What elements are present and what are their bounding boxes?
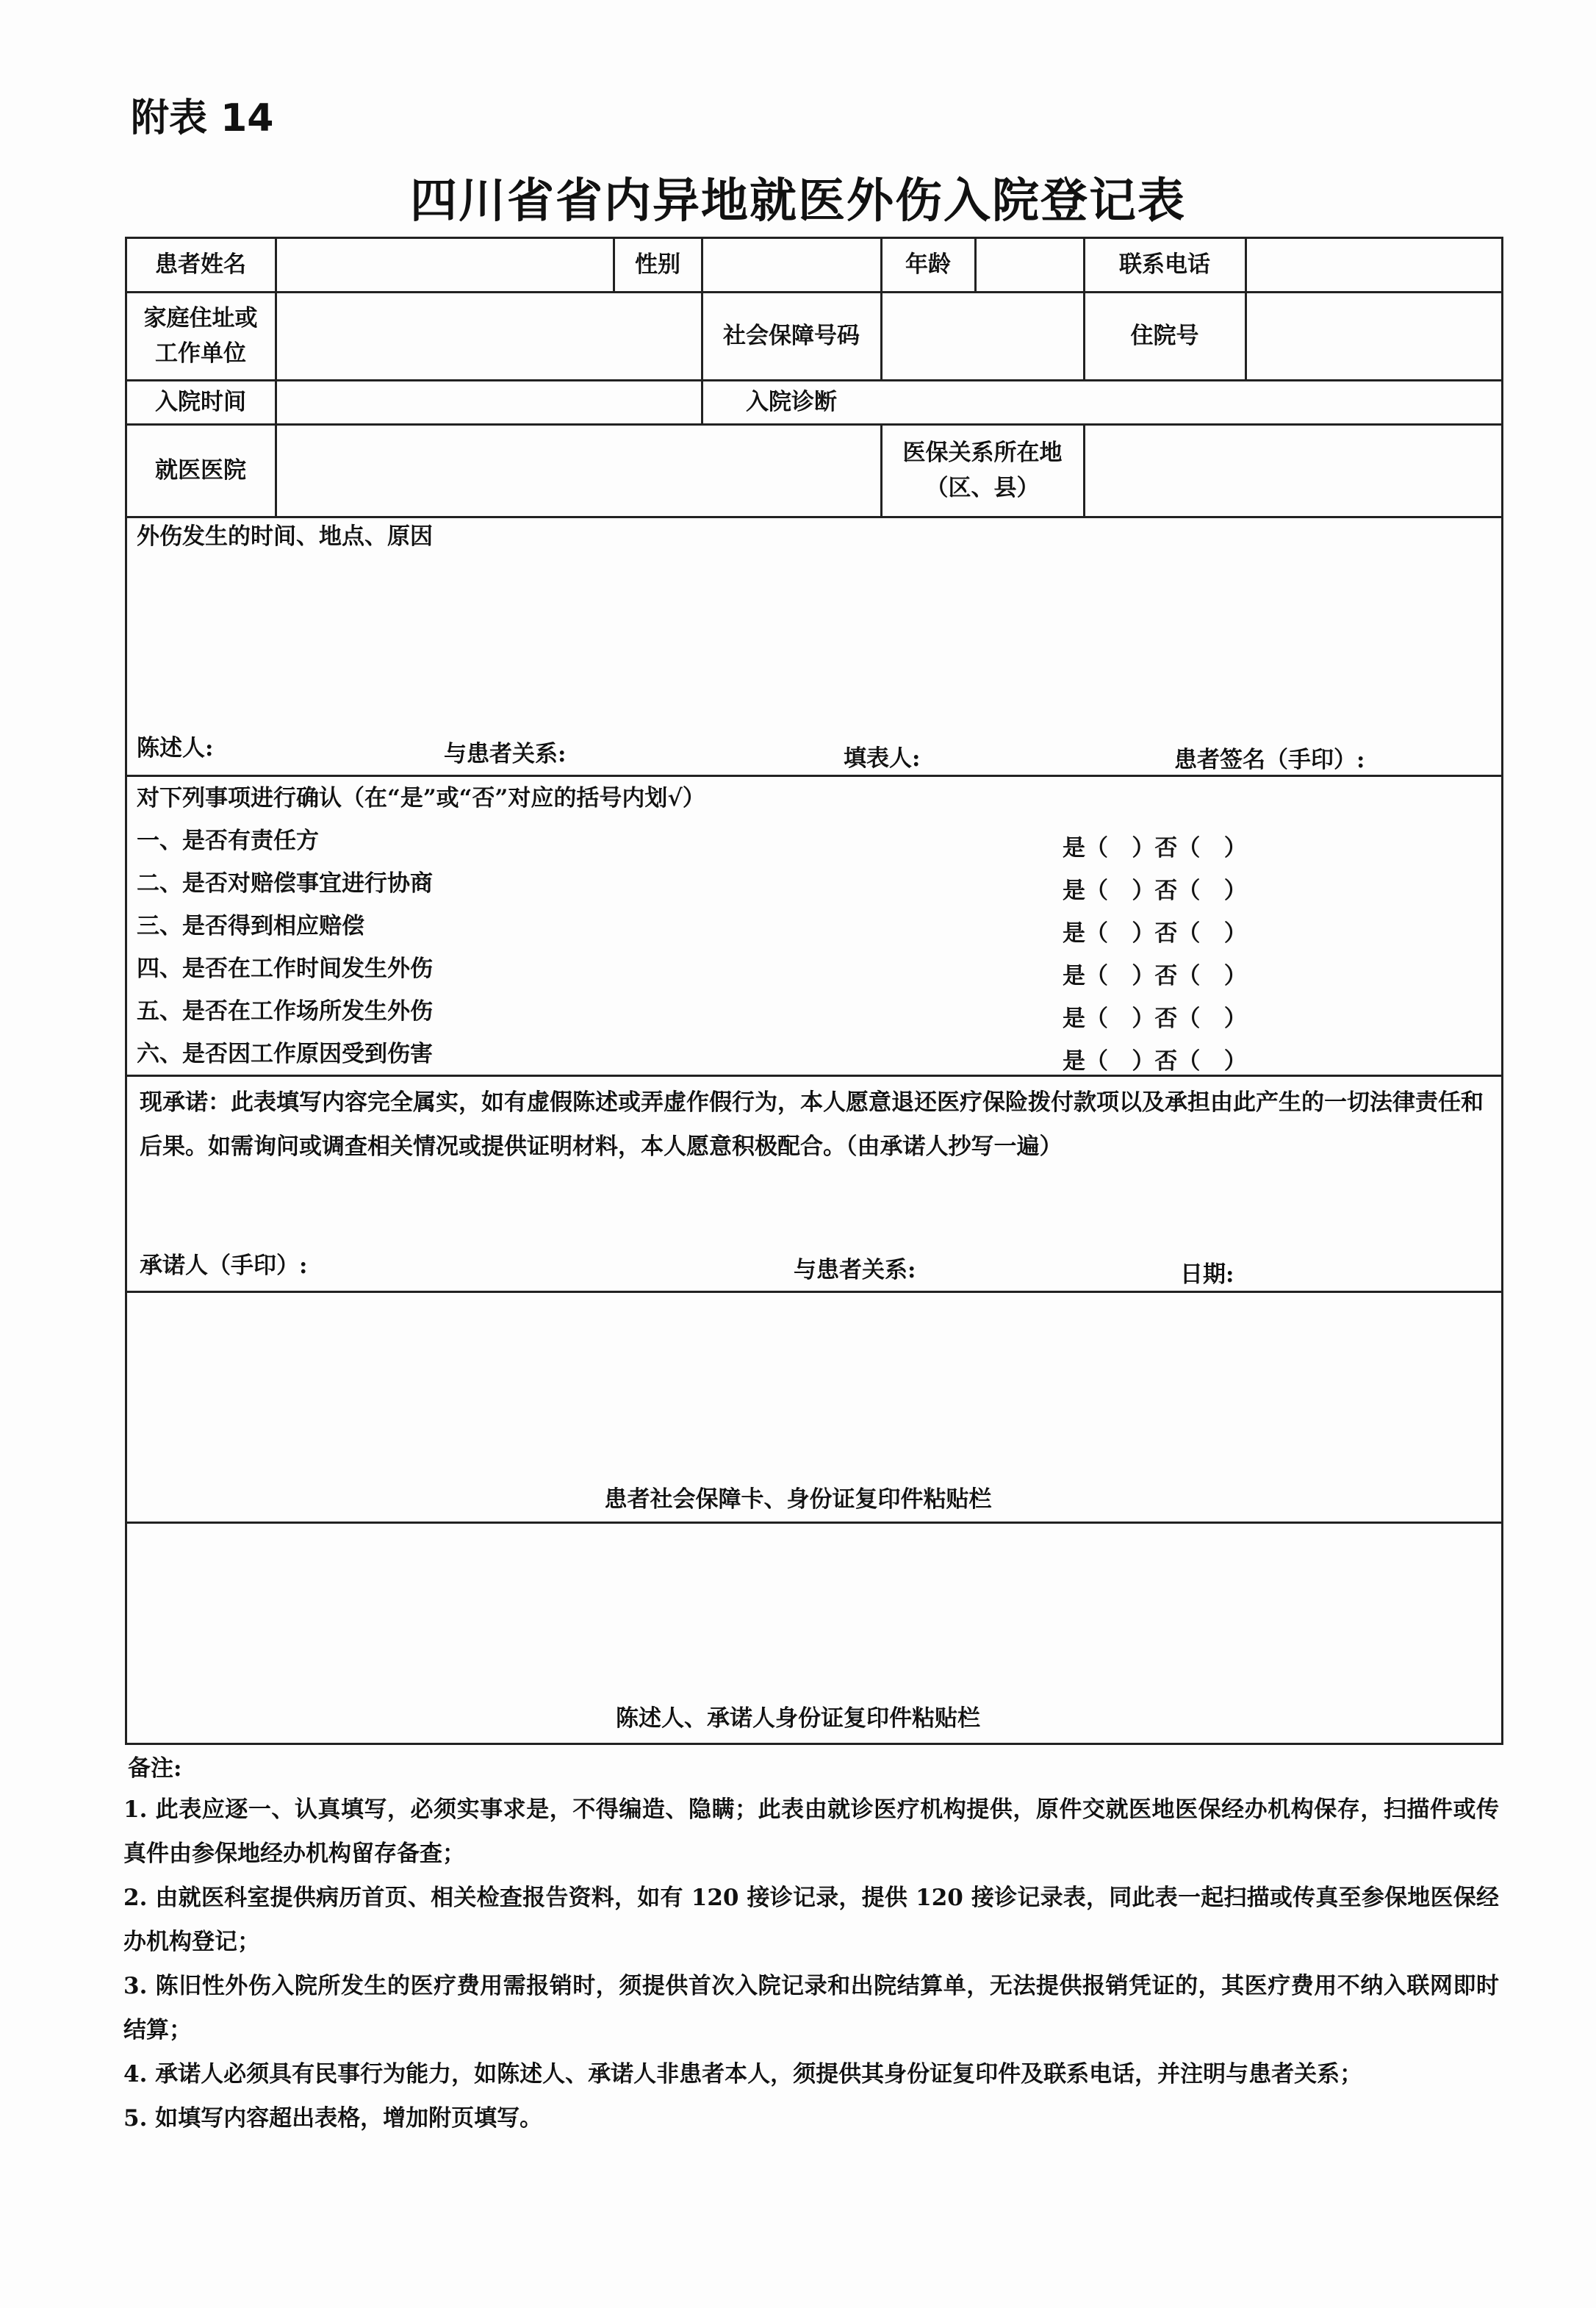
narrator-label: 陈述人: xyxy=(137,735,214,761)
admission-time-field[interactable] xyxy=(278,381,700,423)
filler-label: 填表人: xyxy=(844,745,921,772)
patient-name-label: 患者姓名 xyxy=(155,251,246,278)
patient-cards-paste-label: 患者社会保障卡、身份证复印件粘贴栏 xyxy=(604,1486,992,1513)
patient-signature-label: 患者签名（手印）: xyxy=(1174,747,1365,773)
pledge-text: 现承诺：此表填写内容完全属实，如有虚假陈述或弄虚作假行为，本人愿意退还医疗保险拨付款项以及承担由此产生的一切法律责任和后果。如需询问或调查相关情况或提供证明材料，本人愿意积极配合。（由承诺人抄写一遍） xyxy=(140,1089,1484,1160)
col-divider xyxy=(1245,237,1247,379)
address-field[interactable] xyxy=(278,293,700,379)
insurance-location-field[interactable] xyxy=(1086,425,1500,516)
pledge-copy-field[interactable] xyxy=(129,1176,1499,1242)
phone-label: 联系电话 xyxy=(1119,251,1210,278)
yes-no-choice[interactable]: 是（ ）否（ ） xyxy=(1063,963,1247,989)
injury-heading: 外伤发生的时间、地点、原因 xyxy=(137,523,433,550)
row-divider xyxy=(125,1522,1503,1524)
yes-no-choice[interactable]: 是（ ）否（ ） xyxy=(1063,1006,1247,1032)
address-label-line1: 家庭住址或 xyxy=(143,304,258,331)
injury-description-field[interactable] xyxy=(129,553,1499,722)
admission-time-label: 入院时间 xyxy=(155,388,246,415)
ssn-label: 社会保障号码 xyxy=(723,322,860,349)
narrator-ids-paste-label: 陈述人、承诺人身份证复印件粘贴栏 xyxy=(616,1705,980,1732)
address-label xyxy=(126,293,275,379)
relation-label: 与患者关系: xyxy=(444,741,567,767)
row-divider xyxy=(125,775,1503,777)
admission-diagnosis-label: 入院诊断 xyxy=(746,388,837,415)
note-item: 4. 承诺人必须具有民事行为能力，如陈述人、承诺人非患者本人，须提供其身份证复印件及联系电话，并注明与患者关系； xyxy=(123,2061,1363,2087)
insurance-location-line2: （区、县） xyxy=(925,475,1040,501)
yes-no-choice[interactable]: 是（ ）否（ ） xyxy=(1063,920,1247,947)
annex-number: 附表 14 xyxy=(131,96,274,140)
col-divider xyxy=(1083,423,1085,516)
gender-label: 性别 xyxy=(635,251,680,278)
col-divider xyxy=(275,237,277,516)
confirm-item: 二、是否对赔偿事宜进行协商 xyxy=(137,870,433,897)
insurance-location-line1: 医保关系所在地 xyxy=(902,439,1063,466)
row-divider xyxy=(125,1291,1503,1293)
inpatient-no-label: 住院号 xyxy=(1130,322,1199,349)
col-divider xyxy=(974,237,977,291)
confirm-item: 三、是否得到相应赔偿 xyxy=(137,913,364,939)
col-divider xyxy=(880,291,883,379)
confirm-item: 一、是否有责任方 xyxy=(137,828,319,854)
gender-field[interactable] xyxy=(704,238,879,291)
notes-heading: 备注: xyxy=(128,1755,182,1782)
note-item: 2. 由就医科室提供病历首页、相关检查报告资料，如有 120 接诊记录，提供 120 接诊记录表，同此表一起扫描或传真至参保地医保经办机构登记； xyxy=(123,1885,1499,1955)
note-item: 5. 如填写内容超出表格，增加附页填写。 xyxy=(123,2105,543,2132)
address-label-line2: 工作单位 xyxy=(155,340,246,367)
yes-no-choice[interactable]: 是（ ）否（ ） xyxy=(1063,835,1247,861)
confirm-item: 四、是否在工作时间发生外伤 xyxy=(137,956,433,982)
phone-field[interactable] xyxy=(1248,238,1500,291)
narrator-ids-paste-area[interactable] xyxy=(129,1526,1499,1699)
age-field[interactable] xyxy=(977,238,1082,291)
hospital-label: 就医医院 xyxy=(155,456,246,484)
ssn-field[interactable] xyxy=(883,293,1082,379)
pledge-date-label: 日期: xyxy=(1180,1261,1234,1288)
row-divider xyxy=(125,1075,1503,1077)
note-item: 3. 陈旧性外伤入院所发生的医疗费用需报销时，须提供首次入院记录和出院结算单，无法提供报销凭证的，其医疗费用不纳入联网即时结算； xyxy=(123,1973,1499,2043)
age-label: 年龄 xyxy=(905,251,951,278)
hospital-field[interactable] xyxy=(278,425,879,516)
admission-diagnosis-field[interactable] xyxy=(883,381,1500,423)
confirm-item: 六、是否因工作原因受到伤害 xyxy=(137,1041,433,1067)
insurance-location-label xyxy=(882,425,1083,516)
form-title: 四川省省内异地就医外伤入院登记表 xyxy=(410,174,1186,229)
pledger-label: 承诺人（手印）: xyxy=(140,1252,308,1279)
inpatient-no-field[interactable] xyxy=(1248,293,1500,379)
confirm-item: 五、是否在工作场所发生外伤 xyxy=(137,998,433,1025)
yes-no-choice[interactable]: 是（ ）否（ ） xyxy=(1063,1048,1247,1075)
pledge-relation-label: 与患者关系: xyxy=(794,1257,916,1283)
yes-no-choice[interactable]: 是（ ）否（ ） xyxy=(1063,878,1247,904)
patient-cards-paste-area[interactable] xyxy=(129,1295,1499,1479)
confirm-heading: 对下列事项进行确认（在“是”或“否”对应的括号内划√） xyxy=(137,785,705,811)
note-item: 1. 此表应逐一、认真填写，必须实事求是，不得编造、隐瞒；此表由就诊医疗机构提供，原件交就医地医保经办机构保存，扫描件或传真件由参保地经办机构留存备查； xyxy=(123,1796,1499,1867)
patient-name-field[interactable] xyxy=(278,238,611,291)
